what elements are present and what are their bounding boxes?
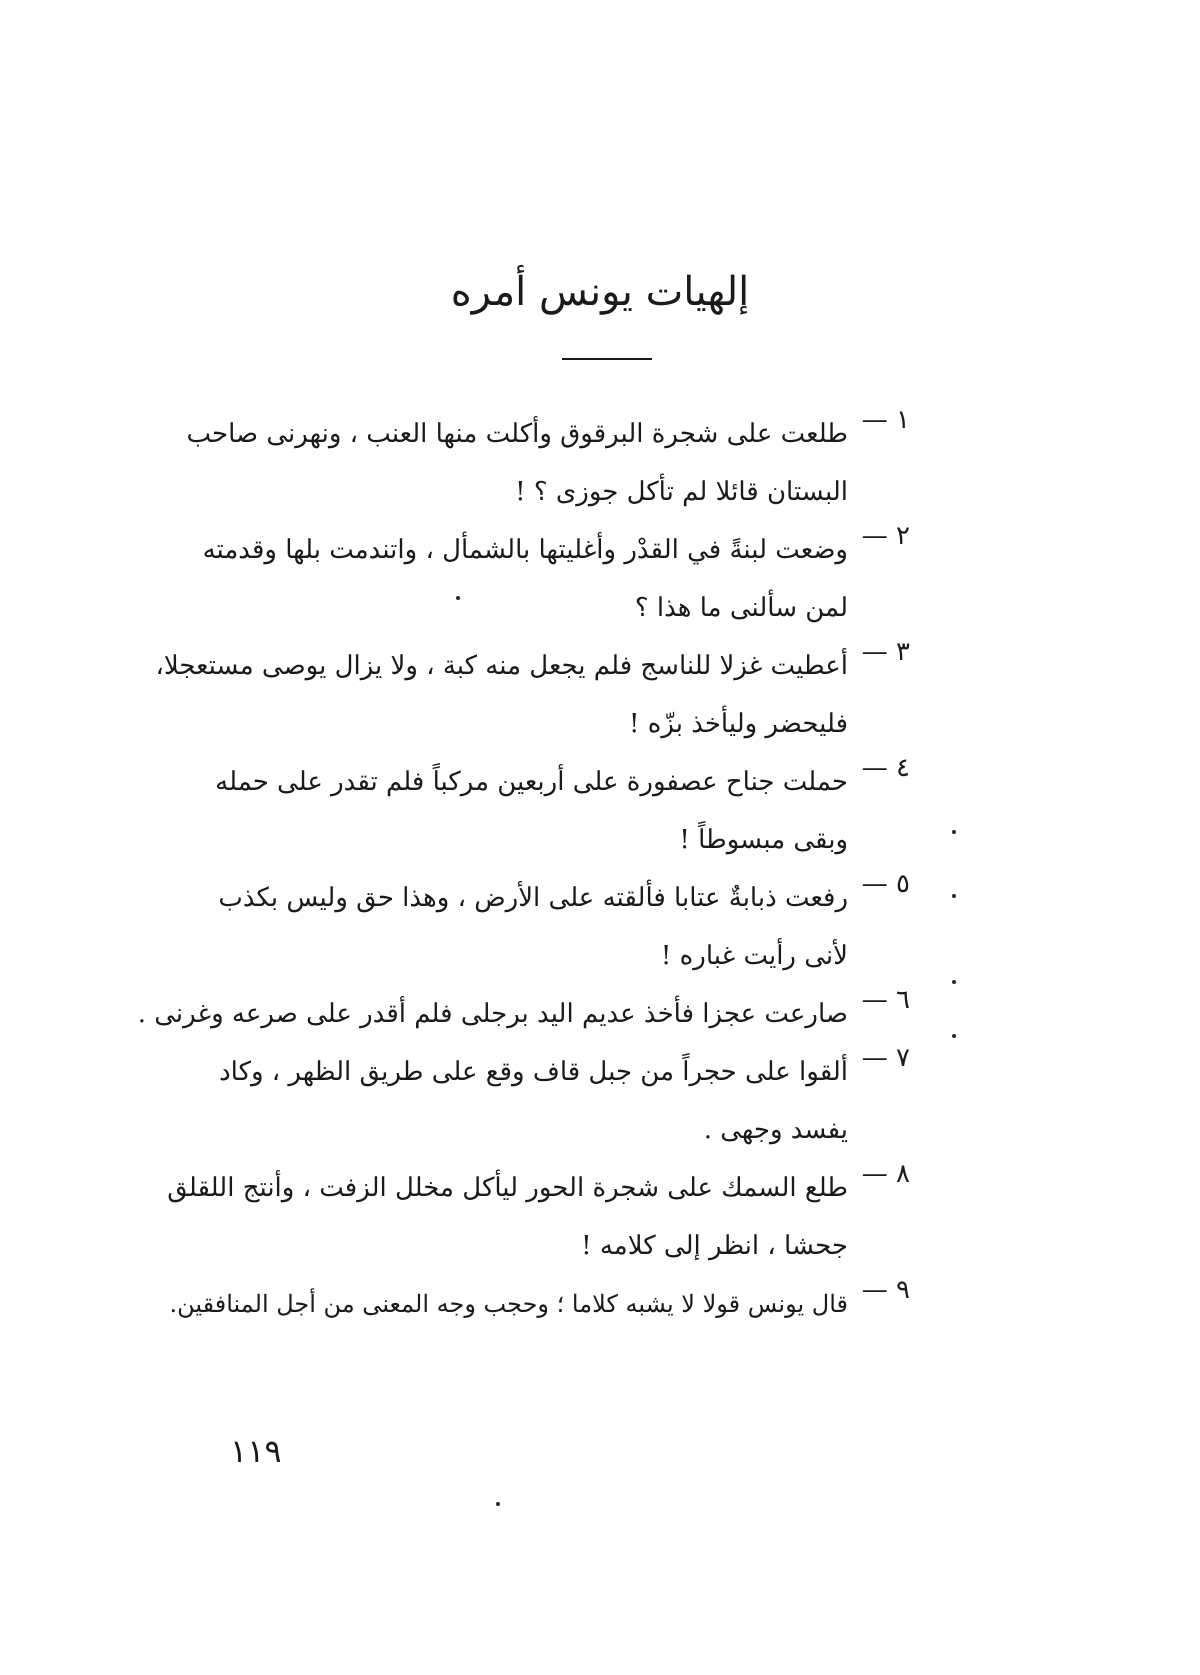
stanza-line: جحشا ، انظر إلى كلامه ! (581, 1231, 848, 1261)
stanza-line: وبقى مبسوطاً ! (679, 825, 848, 855)
stanza-number: ٦ — (861, 985, 910, 1015)
stanza-lines (167, 1159, 848, 1275)
page-number: ١١٩ (230, 1432, 282, 1470)
stanza-line: حملت جناح عصفورة على أربعين مركباً فلم تقدر على حمله (215, 767, 848, 797)
stanza-line: لأنى رأيت غباره ! (660, 941, 848, 971)
stanza-number: ٥ — (861, 869, 910, 899)
scan-speck (952, 980, 956, 984)
stanza-lines (218, 869, 848, 985)
stanza-line: رفعت ذبابةٌ عتابا فألقته على الأرض ، وهذا حق وليس بكذب (218, 883, 848, 913)
stanza-lines (219, 1043, 848, 1159)
stanza (202, 521, 910, 637)
stanza-number: ٣ — (861, 637, 910, 667)
scan-speck (952, 1034, 956, 1038)
stanza-line: ألقوا على حجراً من جبل قاف وقع على طريق الظهر ، وكاد (219, 1057, 848, 1087)
stanza-line: صارعت عجزا فأخذ عديم اليد برجلى فلم أقدر على صرعه وغرنى . (137, 999, 848, 1029)
stanza-line: أعطيت غزلا للناسج فلم يجعل منه كبة ، ولا يزال يوصى مستعجلا، (155, 651, 848, 681)
stanza-lines (138, 985, 848, 1043)
stanza (155, 637, 910, 753)
stanza (167, 1159, 910, 1275)
stanza-number: ٩ — (861, 1275, 910, 1305)
page-title: إلهيات يونس أمره (450, 269, 750, 315)
stanza (169, 1275, 910, 1333)
stanza-lines (215, 753, 848, 869)
stanza-lines (169, 1275, 848, 1333)
stanza-lines (186, 405, 848, 521)
stanza-line: طلع السمك على شجرة الحور ليأكل مخلل الزفت ، وأنتج اللقلق (167, 1173, 848, 1203)
stanza-number: ٨ — (861, 1159, 910, 1189)
stanza (215, 753, 910, 869)
stanza-number: ٤ — (861, 753, 910, 783)
scan-speck (952, 830, 956, 834)
stanza-lines (203, 521, 848, 637)
stanza-number: ١ — (861, 405, 910, 435)
stanza (219, 1043, 910, 1159)
stanza (186, 405, 910, 521)
stanza-line: وضعت لبنةً في القدْر وأغليتها بالشمأل ، واتندمت بلها وقدمته (202, 535, 848, 565)
stanza (137, 985, 910, 1043)
stanza-lines (155, 637, 848, 753)
stanza-line: طلعت على شجرة البرقوق وأكلت منها العنب ، ونهرنى صاحب (186, 419, 848, 449)
poem-body (137, 405, 910, 1333)
stanza-number: ٢ — (861, 521, 910, 551)
scan-speck (456, 596, 460, 600)
scan-speck (952, 894, 956, 898)
stanza-line: يفسد وجهى . (703, 1115, 848, 1145)
stanza-line: فليحضر وليأخذ بزّه ! (629, 709, 848, 739)
scan-speck (496, 1502, 500, 1506)
stanza (218, 869, 910, 985)
stanza-line: قال يونس قولا لا يشبه كلاما ؛ وحجب وجه المعنى من أجل المنافقين. (169, 1290, 848, 1318)
stanza-line: البستان قائلا لم تأكل جوزى ؟ ! (515, 477, 848, 507)
stanza-number: ٧ — (861, 1043, 910, 1073)
title-divider (562, 358, 652, 360)
stanza-line: لمن سألنى ما هذا ؟ (634, 593, 848, 623)
